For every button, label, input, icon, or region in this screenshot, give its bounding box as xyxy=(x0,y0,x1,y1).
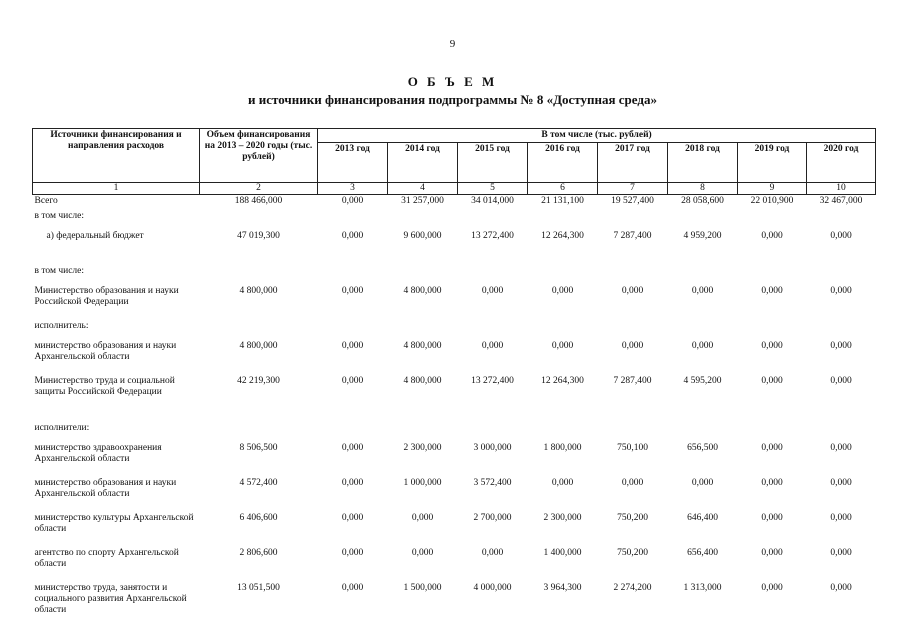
row-label: министерство труда, занятости и социального развития Архангельской области xyxy=(34,582,187,615)
row-value: 0,000 xyxy=(761,547,783,558)
row-value: 0,000 xyxy=(691,340,714,351)
row-value: 0,000 xyxy=(481,285,504,296)
row-total: 6 406,600 xyxy=(239,512,278,523)
header-year: 2013 год xyxy=(318,143,388,183)
row-label: в том числе: xyxy=(34,210,85,221)
row-value: 0,000 xyxy=(830,547,852,558)
row-total: 4 800,000 xyxy=(239,285,278,296)
row-value: 0,000 xyxy=(551,285,574,296)
row-value: 1 313,000 xyxy=(683,582,722,593)
financing-table xyxy=(32,128,876,629)
row-value: 13 272,400 xyxy=(471,230,514,241)
row-value: 1 500,000 xyxy=(403,582,442,593)
column-number: 5 xyxy=(458,183,528,195)
row-value: 4 595,200 xyxy=(683,375,722,386)
row-value: 0,000 xyxy=(341,340,364,351)
header-year: 2018 год xyxy=(668,143,738,183)
table-row xyxy=(33,512,876,547)
table-row xyxy=(33,230,876,265)
row-value: 0,000 xyxy=(621,477,644,488)
row-value: 19 527,400 xyxy=(611,196,654,206)
header-year: 2016 год xyxy=(528,143,598,183)
table-row xyxy=(33,422,876,442)
row-label: агентство по спорту Архангельской области xyxy=(34,547,179,569)
header-year: 2020 год xyxy=(807,143,876,183)
table-row xyxy=(33,195,876,210)
row-total: 42 219,300 xyxy=(237,375,280,386)
row-label: Министерство труда и социальной защиты Российской Федерации xyxy=(34,375,175,397)
row-label: а) федеральный бюджет xyxy=(46,230,144,241)
row-value: 4 959,200 xyxy=(683,230,722,241)
row-label: министерство образования и науки Архангельской области xyxy=(34,340,177,362)
row-label: Министерство образования и науки Российской Федерации xyxy=(34,285,179,307)
row-value: 0,000 xyxy=(830,285,852,296)
row-value: 0,000 xyxy=(411,512,434,523)
header-year: 2015 год xyxy=(458,143,528,183)
row-value: 4 800,000 xyxy=(403,375,442,386)
row-value: 0,000 xyxy=(341,547,364,558)
row-value: 0,000 xyxy=(761,285,783,296)
row-value: 9 600,000 xyxy=(403,230,442,241)
row-value: 0,000 xyxy=(830,477,852,488)
row-value: 0,000 xyxy=(621,285,644,296)
table-row xyxy=(33,375,876,422)
header-year: 2014 год xyxy=(388,143,458,183)
row-value: 0,000 xyxy=(691,285,714,296)
row-total: 4 572,400 xyxy=(239,477,278,488)
document-subtitle: и источники финансирования подпрограммы № 8 «Доступная среда» xyxy=(248,92,657,107)
row-total: 47 019,300 xyxy=(237,230,280,241)
column-number: 1 xyxy=(33,183,200,195)
row-value: 1 400,000 xyxy=(543,547,582,558)
row-value: 0,000 xyxy=(830,230,852,241)
row-value: 0,000 xyxy=(830,375,852,386)
row-value: 0,000 xyxy=(551,340,574,351)
column-number: 6 xyxy=(528,183,598,195)
row-label: министерство образования и науки Архангельской области xyxy=(34,477,177,499)
table-row xyxy=(33,582,876,629)
table-row xyxy=(33,285,876,320)
row-value: 13 272,400 xyxy=(471,375,514,386)
row-value: 32 467,000 xyxy=(819,196,863,206)
table-row xyxy=(33,477,876,512)
column-number: 3 xyxy=(318,183,388,195)
column-number: 7 xyxy=(598,183,668,195)
header-including: В том числе (тыс. рублей) xyxy=(318,129,876,143)
column-number: 10 xyxy=(807,183,876,195)
table-row xyxy=(33,210,876,230)
row-value: 656,400 xyxy=(687,547,718,558)
row-value: 750,100 xyxy=(617,442,648,453)
row-value: 4 800,000 xyxy=(403,340,442,351)
column-number: 8 xyxy=(668,183,738,195)
row-value: 646,400 xyxy=(687,512,718,523)
row-value: 0,000 xyxy=(761,442,783,453)
row-value: 7 287,400 xyxy=(613,230,652,241)
row-value: 2 274,200 xyxy=(613,582,652,593)
row-value: 0,000 xyxy=(341,512,364,523)
row-value: 0,000 xyxy=(830,442,852,453)
row-value: 12 264,300 xyxy=(541,230,584,241)
row-total: 2 806,600 xyxy=(239,547,278,558)
row-label: исполнители: xyxy=(34,422,90,433)
row-label: министерство здравоохранения Архангельской области xyxy=(34,442,162,464)
row-value: 0,000 xyxy=(761,375,783,386)
table-row xyxy=(33,265,876,285)
header-year: 2019 год xyxy=(738,143,807,183)
column-number: 2 xyxy=(200,183,318,195)
row-value: 0,000 xyxy=(341,442,364,453)
row-value: 34 014,000 xyxy=(471,196,514,206)
row-value: 3 572,400 xyxy=(473,477,512,488)
row-value: 0,000 xyxy=(411,547,434,558)
row-label: Всего xyxy=(34,196,58,206)
row-value: 3 000,000 xyxy=(473,442,512,453)
row-value: 0,000 xyxy=(341,285,364,296)
row-value: 0,000 xyxy=(551,477,574,488)
row-value: 0,000 xyxy=(341,375,364,386)
row-label: министерство культуры Архангельской области xyxy=(34,512,194,534)
row-total: 4 800,000 xyxy=(239,340,278,351)
row-total: 8 506,500 xyxy=(239,442,278,453)
row-value: 2 300,000 xyxy=(403,442,442,453)
row-value: 0,000 xyxy=(761,340,783,351)
row-value: 2 700,000 xyxy=(473,512,512,523)
row-value: 0,000 xyxy=(341,230,364,241)
row-value: 0,000 xyxy=(830,512,852,523)
table-row xyxy=(33,442,876,477)
row-value: 0,000 xyxy=(481,340,504,351)
row-value: 0,000 xyxy=(830,582,852,593)
header-volume: Объем финансирования на 2013 – 2020 годы (тыс. рублей) xyxy=(200,129,318,183)
row-value: 28 058,600 xyxy=(681,196,724,206)
row-value: 12 264,300 xyxy=(541,375,584,386)
row-value: 0,000 xyxy=(621,340,644,351)
row-value: 4 800,000 xyxy=(403,285,442,296)
row-value: 2 300,000 xyxy=(543,512,582,523)
row-total: 188 466,000 xyxy=(234,196,283,206)
row-value: 4 000,000 xyxy=(473,582,512,593)
row-value: 0,000 xyxy=(341,582,364,593)
row-value: 0,000 xyxy=(341,196,364,206)
row-label: исполнитель: xyxy=(34,320,89,331)
header-source: Источники финансирования и направления расходов xyxy=(33,129,200,183)
row-value: 3 964,300 xyxy=(543,582,582,593)
table-row xyxy=(33,547,876,582)
header-year: 2017 год xyxy=(598,143,668,183)
row-value: 750,200 xyxy=(617,512,648,523)
row-value: 22 010,900 xyxy=(750,196,794,206)
page-number: 9 xyxy=(449,38,456,50)
table-row xyxy=(33,340,876,375)
row-value: 21 131,100 xyxy=(541,196,584,206)
row-value: 0,000 xyxy=(830,340,852,351)
row-value: 750,200 xyxy=(617,547,648,558)
row-value: 0,000 xyxy=(761,477,783,488)
row-value: 0,000 xyxy=(761,582,783,593)
row-value: 0,000 xyxy=(691,477,714,488)
column-number: 4 xyxy=(388,183,458,195)
row-value: 1 000,000 xyxy=(403,477,442,488)
row-value: 31 257,000 xyxy=(401,196,444,206)
row-value: 0,000 xyxy=(341,477,364,488)
row-value: 0,000 xyxy=(761,230,783,241)
row-value: 0,000 xyxy=(761,512,783,523)
column-number: 9 xyxy=(738,183,807,195)
row-value: 7 287,400 xyxy=(613,375,652,386)
row-value: 656,500 xyxy=(687,442,718,453)
row-value: 1 800,000 xyxy=(543,442,582,453)
row-value: 0,000 xyxy=(481,547,504,558)
document-title: О Б Ъ Е М xyxy=(407,74,498,89)
table-row xyxy=(33,320,876,340)
row-label: в том числе: xyxy=(34,265,85,276)
row-total: 13 051,500 xyxy=(237,582,280,593)
